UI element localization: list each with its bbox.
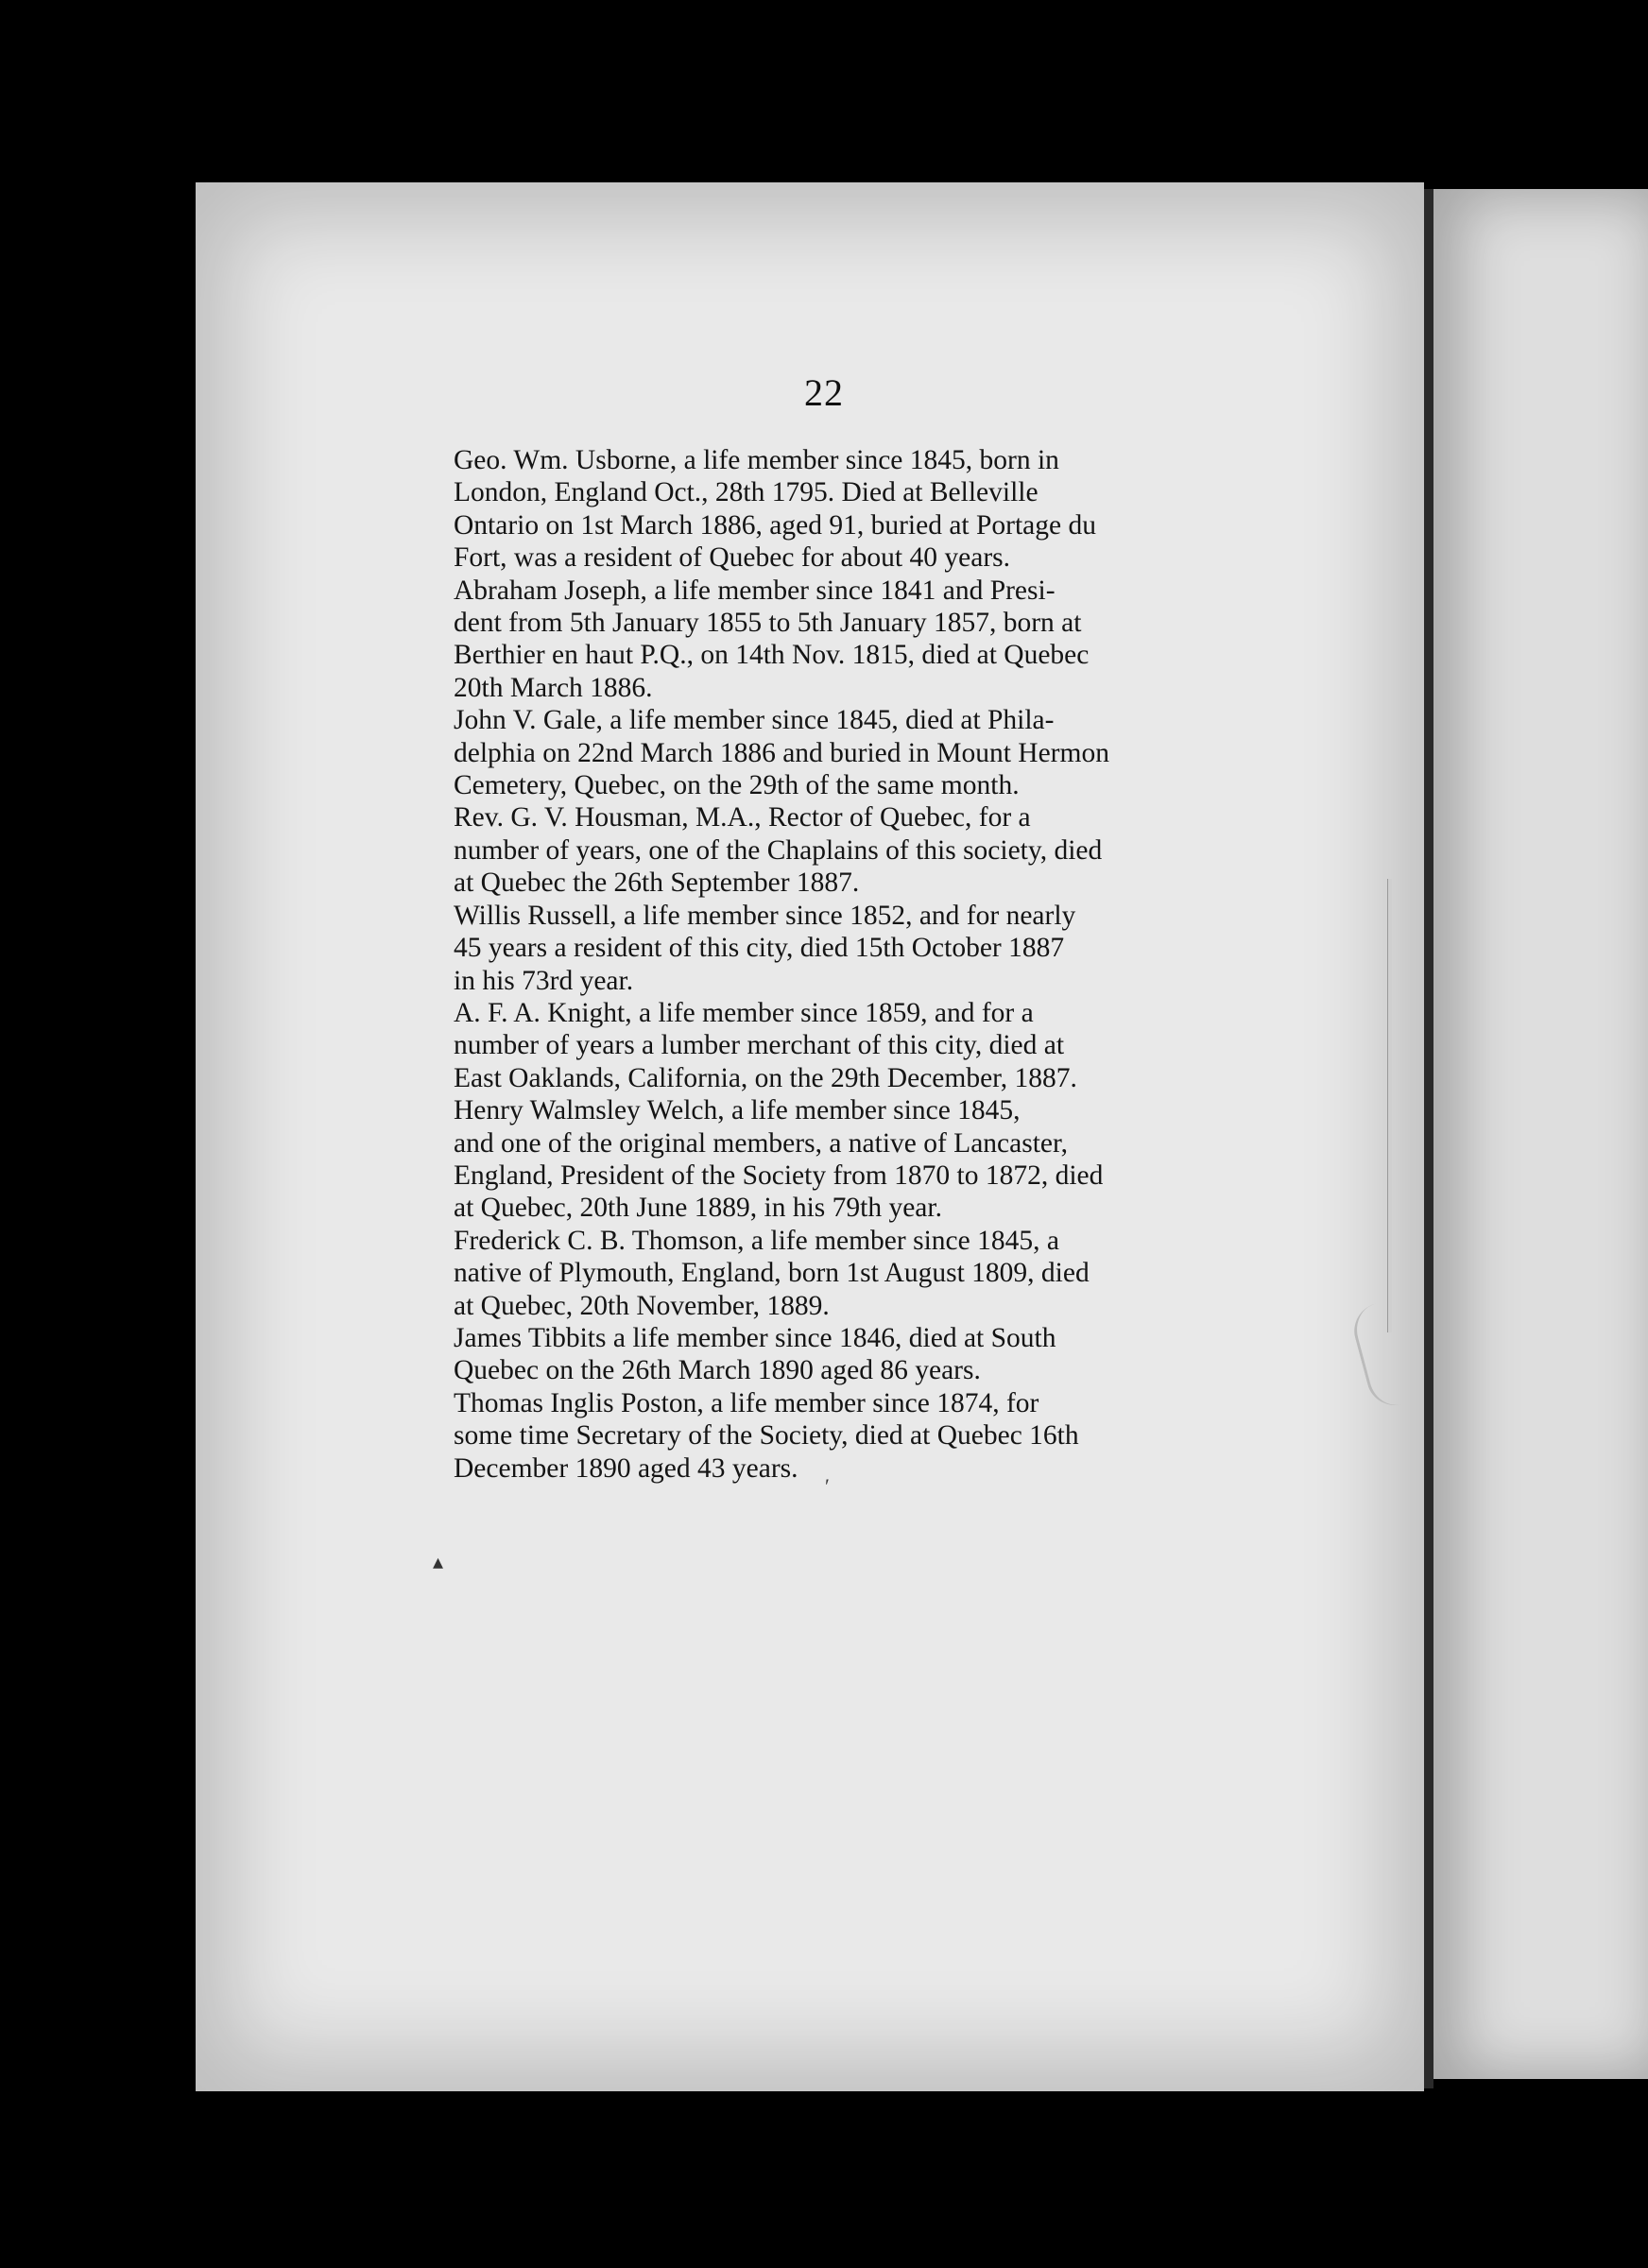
text-line: Willis Russell, a life member since 1852, and for nearly [454, 900, 1076, 931]
paragraph [420, 997, 1194, 1094]
text-line: Quebec on the 26th March 1890 aged 86 years. [454, 1355, 981, 1386]
paragraph [420, 1225, 1194, 1322]
text-line: number of years, one of the Chaplains of this society, died [454, 834, 1103, 866]
adjacent-page [1433, 189, 1648, 2079]
text-line: Geo. Wm. Usborne, a life member since 1845, born in [454, 445, 1059, 475]
paragraph [420, 1322, 1194, 1387]
text-line: Henry Walmsley Welch, a life member since 1845, [454, 1095, 1021, 1126]
paragraph [420, 1094, 1194, 1225]
text-line: some time Secretary of the Society, died at Quebec 16th [454, 1420, 1079, 1452]
text-line: England, President of the Society from 1870 to 1872, died [454, 1160, 1104, 1191]
text-line: Frederick C. B. Thomson, a life member since 1845, a [454, 1225, 1059, 1256]
paragraph [420, 444, 1194, 575]
paragraph [420, 1387, 1194, 1485]
page-gutter [1424, 189, 1433, 2088]
text-line: at Quebec the 26th September 1887. [454, 868, 860, 899]
text-line: dent from 5th January 1855 to 5th January 1857, born at [454, 608, 1082, 639]
text-line: A. F. A. Knight, a life member since 1859, and for a [454, 997, 1034, 1028]
paragraph [420, 575, 1194, 705]
text-line: Abraham Joseph, a life member since 1841 and Presi- [454, 575, 1056, 606]
paragraph [420, 900, 1194, 997]
text-line: at Quebec, 20th November, 1889. [454, 1290, 830, 1321]
text-line: James Tibbits a life member since 1846, died at South [454, 1322, 1056, 1353]
text-line: Ontario on 1st March 1886, aged 91, buried at Portage du [454, 509, 1096, 541]
text-line: 45 years a resident of this city, died 15th October 1887 [454, 933, 1065, 964]
ink-speck: ′ [825, 1474, 830, 1498]
text-line: East Oaklands, California, on the 29th December, 1887. [454, 1062, 1077, 1093]
text-line: and one of the original members, a native of Lancaster, [454, 1127, 1069, 1159]
text-line: number of years a lumber merchant of this city, died at [454, 1030, 1065, 1061]
binding-string [1387, 879, 1392, 1332]
text-line: 20th March 1886. [454, 672, 653, 703]
paragraph [420, 801, 1194, 899]
text-line: Rev. G. V. Housman, M.A., Rector of Quebec, for a [454, 802, 1031, 833]
text-line: Berthier en haut P.Q., on 14th Nov. 1815, died at Quebec [454, 640, 1090, 671]
text-line: in his 73rd year. [454, 965, 634, 996]
ink-speck: ▴ [433, 1550, 444, 1573]
text-line: London, England Oct., 28th 1795. Died at Belleville [454, 477, 1039, 508]
page-number: 22 [804, 371, 844, 414]
text-line: Thomas Inglis Poston, a life member since 1874, for [454, 1387, 1039, 1418]
text-line: native of Plymouth, England, born 1st August 1809, died [454, 1258, 1090, 1289]
paragraph [420, 704, 1194, 801]
text-line: Fort, was a resident of Quebec for about 40 years. [454, 542, 1010, 574]
text-line: Cemetery, Quebec, on the 29th of the same month. [454, 770, 1020, 801]
text-line: John V. Gale, a life member since 1845, died at Phila- [454, 705, 1055, 736]
text-line: at Quebec, 20th June 1889, in his 79th year. [454, 1193, 942, 1224]
text-line: December 1890 aged 43 years. [454, 1452, 798, 1484]
obituary-text [420, 444, 1194, 1485]
text-line: delphia on 22nd March 1886 and buried in Mount Hermon [454, 737, 1109, 768]
